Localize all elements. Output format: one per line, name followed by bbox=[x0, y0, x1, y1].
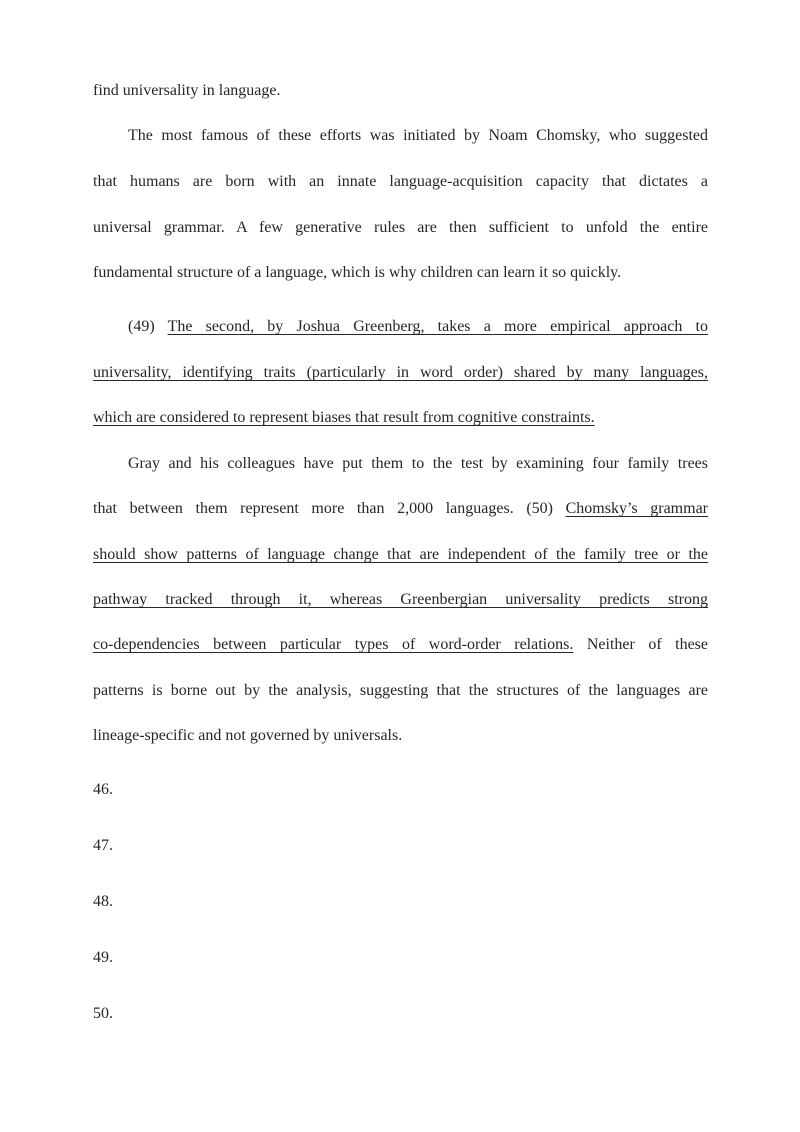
underlined-passage: The second, by Joshua Greenberg, takes a more empirical approach to bbox=[167, 318, 708, 335]
paragraph-text: that between them represent more than 2,000 languages. (50) bbox=[93, 500, 553, 517]
paragraph-line: that humans are born with an innate language-acquisition capacity that dictates a bbox=[93, 173, 708, 190]
question-label: (49) bbox=[128, 318, 155, 335]
paragraph-line: Gray and his colleagues have put them to the test by examining four family trees bbox=[128, 455, 708, 472]
underlined-passage: pathway tracked through it, whereas Greenbergian universality predicts strong bbox=[93, 591, 708, 608]
underlined-passage: which are considered to represent biases that result from cognitive constraints. bbox=[93, 409, 595, 426]
answer-number-47: 47. bbox=[93, 837, 113, 854]
underlined-passage: Chomsky’s grammar bbox=[565, 500, 708, 517]
paragraph-line: lineage-specific and not governed by universals. bbox=[93, 727, 403, 744]
answer-number-48: 48. bbox=[93, 893, 113, 910]
answer-number-49: 49. bbox=[93, 949, 113, 966]
paragraph-text: Neither of these bbox=[586, 636, 709, 653]
paragraph-line: patterns is borne out by the analysis, suggesting that the structures of the languages are bbox=[93, 682, 708, 699]
paragraph-line: The most famous of these efforts was initiated by Noam Chomsky, who suggested bbox=[128, 127, 708, 144]
underlined-passage: universality, identifying traits (particularly in word order) shared by many languages, bbox=[93, 364, 708, 381]
underlined-passage: co-dependencies between particular types of word-order relations. bbox=[93, 636, 574, 653]
answer-number-50: 50. bbox=[93, 1005, 113, 1022]
paragraph-line bbox=[93, 317, 708, 337]
answer-number-46: 46. bbox=[93, 781, 113, 798]
paragraph-line bbox=[93, 499, 708, 519]
paragraph-line: universal grammar. A few generative rules are then sufficient to unfold the entire bbox=[93, 219, 708, 236]
paragraph-line: fundamental structure of a language, which is why children can learn it so quickly. bbox=[93, 264, 622, 281]
paragraph-line: find universality in language. bbox=[93, 82, 281, 99]
paragraph-line bbox=[93, 635, 708, 655]
underlined-passage: should show patterns of language change that are independent of the family tree or the bbox=[93, 546, 708, 563]
